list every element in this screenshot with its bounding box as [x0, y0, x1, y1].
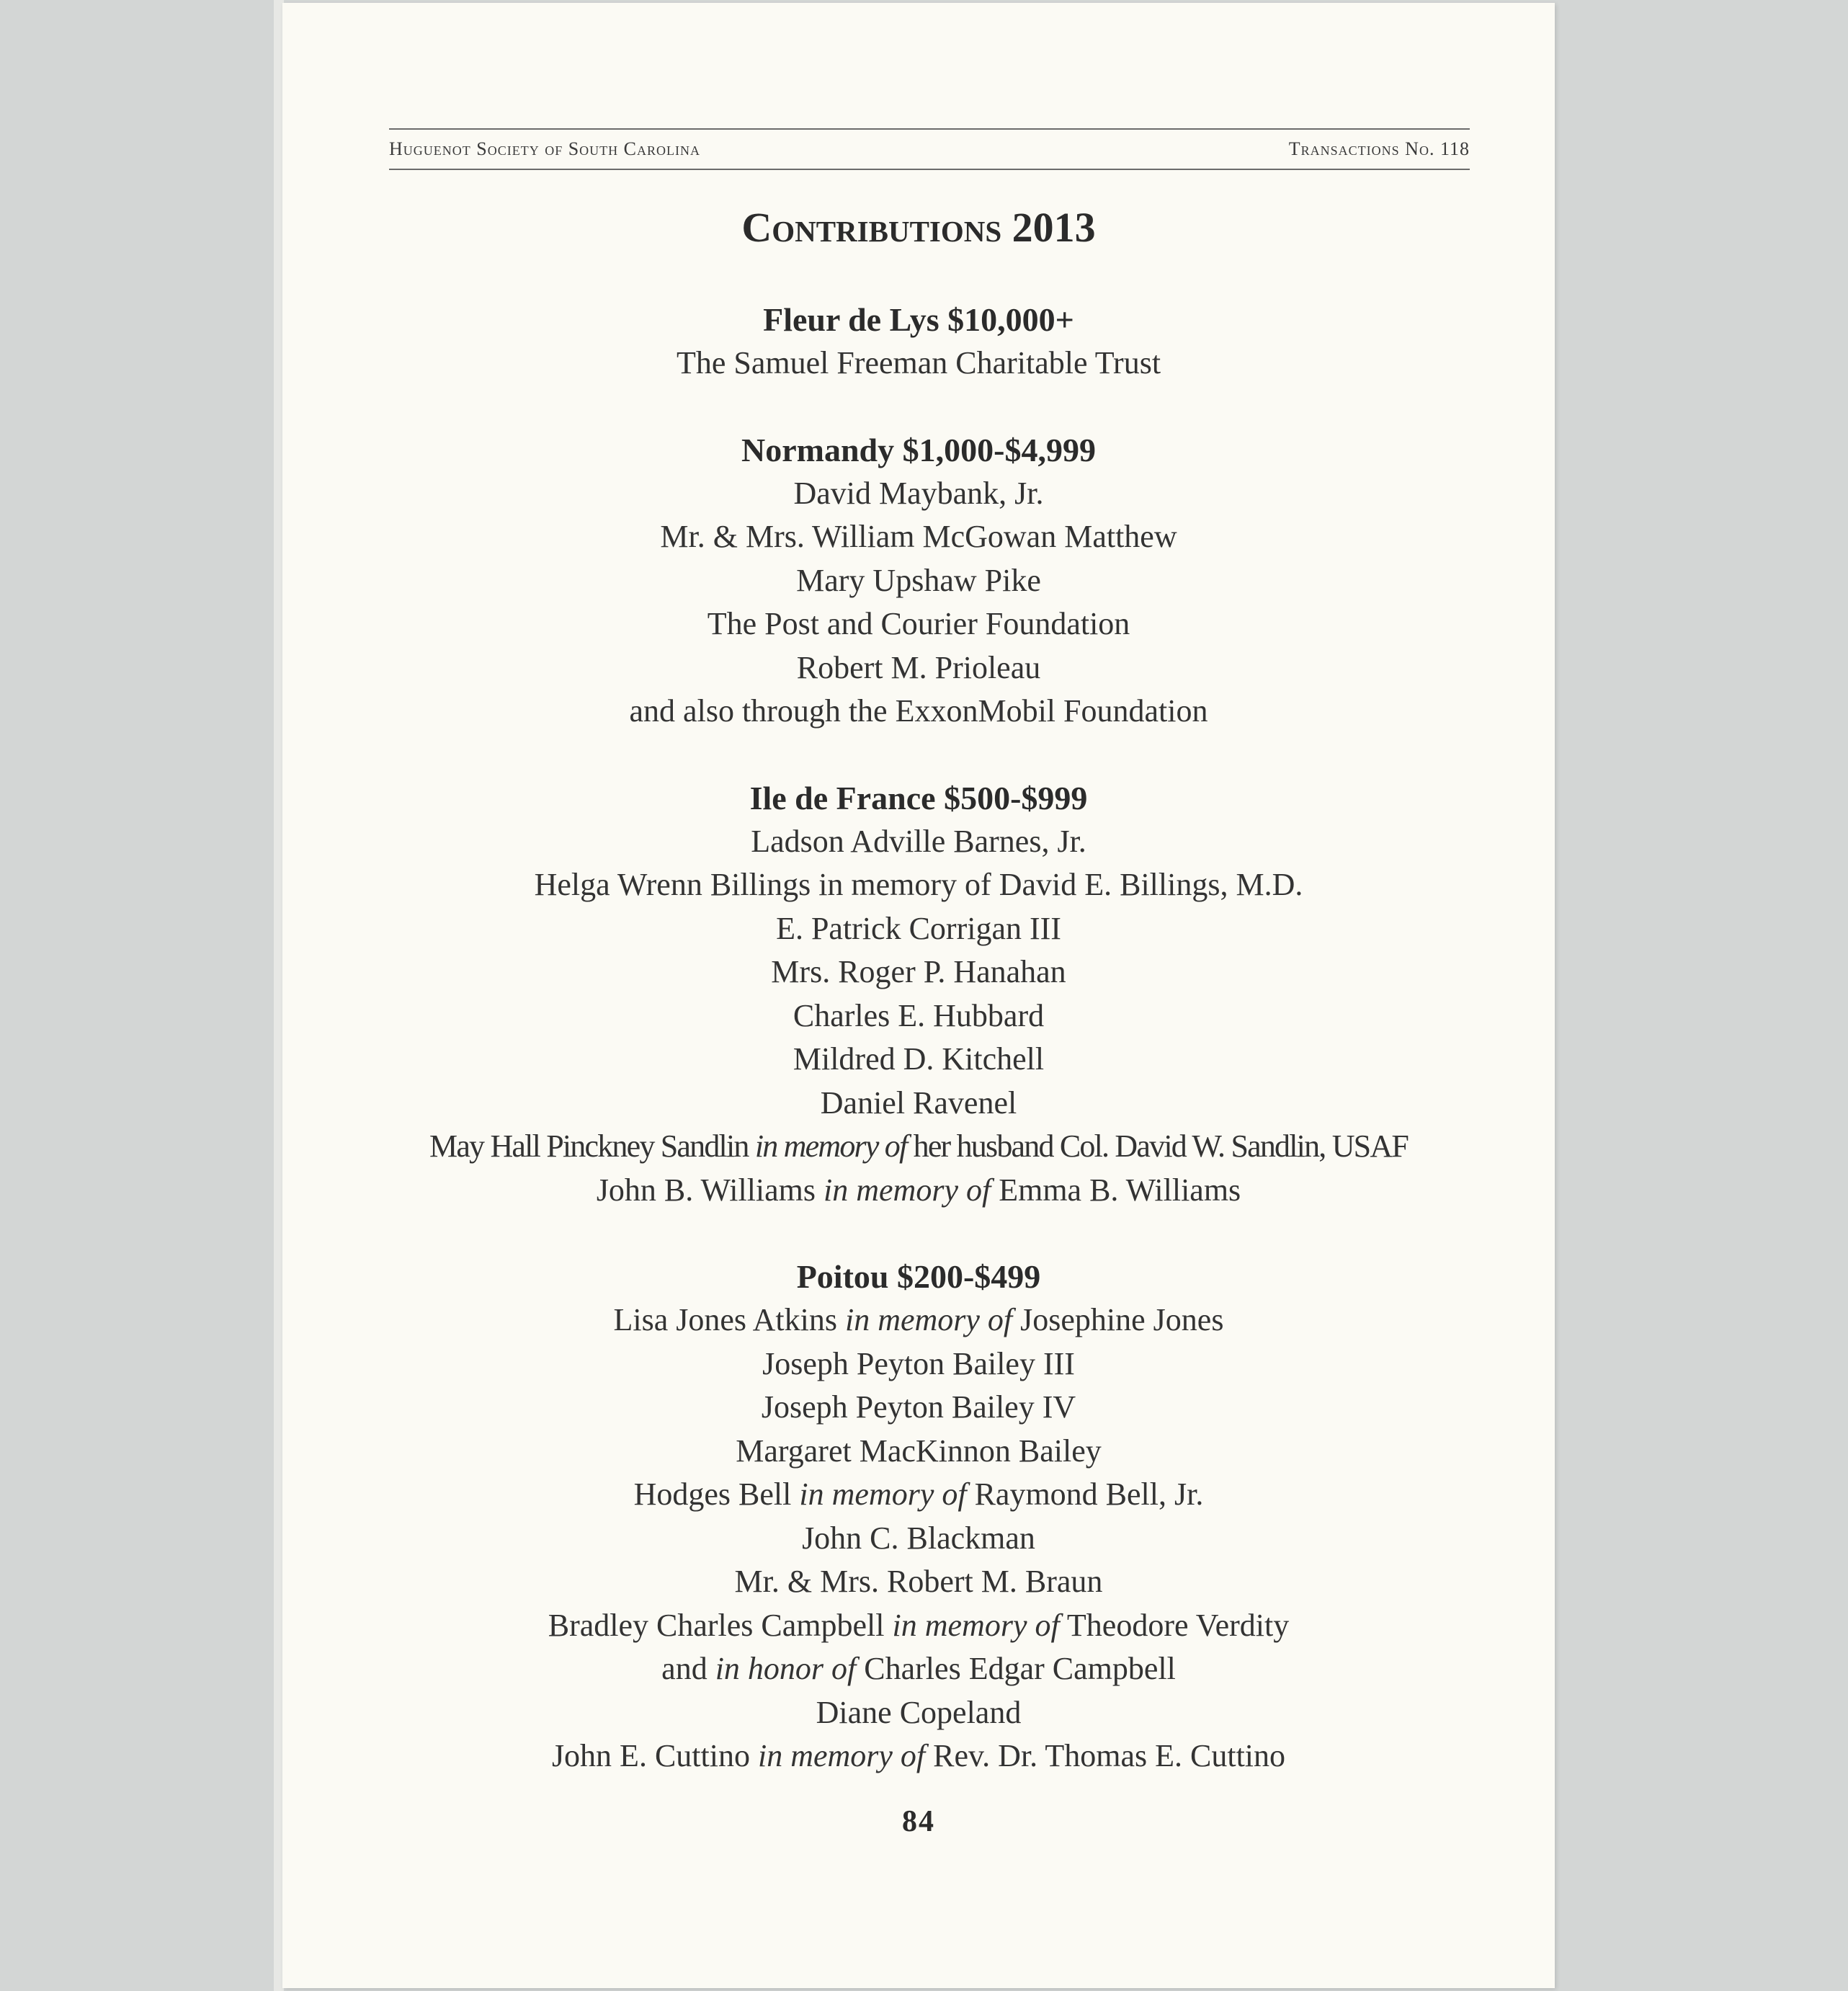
contributor-entry [282, 1473, 1555, 1517]
contributor-name: Lisa Jones Atkins [613, 1302, 837, 1337]
contributor-name: John C. Blackman [802, 1520, 1035, 1556]
dedication-honoree: Charles Edgar Campbell [864, 1651, 1176, 1686]
contributor-entry [282, 1038, 1555, 1082]
dedication-phrase: in memory of [844, 1302, 1013, 1337]
header-bottom-rule [389, 169, 1470, 170]
contributor-name: Joseph Peyton Bailey III [762, 1345, 1075, 1381]
contributor-name: and also through the ExxonMobil Foundation [629, 693, 1208, 729]
contribution-level-heading: Poitou $200-$499 [796, 1258, 1041, 1295]
contributor-name: Ladson Adville Barnes, Jr. [751, 823, 1086, 859]
contributor-entry [282, 515, 1555, 559]
contributor-entry [282, 1517, 1555, 1561]
contribution-level-section [282, 298, 1555, 386]
contributor-name: May Hall Pinckney Sandlin [429, 1128, 749, 1164]
contributor-entry [282, 1169, 1555, 1213]
dedication-phrase: in memory of [799, 1476, 967, 1512]
page-number: 84 [902, 1805, 935, 1838]
contributor-entry [282, 342, 1555, 386]
contributor-entry [282, 1604, 1555, 1648]
contributor-name: Diane Copeland [816, 1694, 1022, 1730]
header-transactions-number: Transactions No. 118 [1288, 138, 1470, 159]
dedication-phrase: in honor of [715, 1651, 857, 1686]
contributor-name: E. Patrick Corrigan III [776, 910, 1061, 946]
dedication-phrase: in memory of [754, 1128, 907, 1164]
contributor-name: Mildred D. Kitchell [793, 1041, 1045, 1077]
contributor-entry [282, 1691, 1555, 1735]
contributor-entry [282, 559, 1555, 603]
contributor-entry [282, 820, 1555, 864]
contributor-name: David Maybank, Jr. [793, 475, 1044, 511]
contributor-name: John E. Cuttino [551, 1738, 750, 1773]
contributor-entry [282, 907, 1555, 951]
contributions-list [282, 298, 1555, 1778]
contribution-level-heading: Fleur de Lys $10,000+ [763, 301, 1074, 338]
dedication-honoree: Theodore Verdity [1066, 1607, 1290, 1643]
page-title: Contributions 2013 [741, 204, 1096, 251]
contributor-name: Mr. & Mrs. William McGowan Matthew [660, 519, 1177, 554]
contributor-name: and [661, 1651, 707, 1686]
document-page [282, 3, 1555, 1988]
contribution-level-section [282, 1255, 1555, 1778]
contributor-name: Charles E. Hubbard [793, 997, 1045, 1033]
contributor-entry [282, 994, 1555, 1038]
contributor-name: Joseph Peyton Bailey IV [761, 1389, 1076, 1425]
contribution-level-section [282, 429, 1555, 734]
contributor-entry [282, 863, 1555, 907]
header-society-name: Huguenot Society of South Carolina [389, 138, 701, 159]
contributor-entry [282, 1560, 1555, 1604]
contributor-name: Mr. & Mrs. Robert M. Braun [734, 1564, 1103, 1599]
dedication-phrase: in memory of [757, 1738, 926, 1773]
dedication-honoree: Emma B. Williams [999, 1172, 1241, 1208]
contributor-entry [282, 1125, 1555, 1169]
contributor-entry [282, 1734, 1555, 1778]
contributor-entry [282, 646, 1555, 690]
contributor-entry [282, 950, 1555, 994]
dedication-honoree: Josephine Jones [1020, 1302, 1224, 1337]
contributor-entry [282, 1647, 1555, 1691]
contributor-entry [282, 602, 1555, 646]
dedication-phrase: in memory of [892, 1607, 1060, 1643]
contributor-entry [282, 690, 1555, 734]
contributor-entry [282, 472, 1555, 516]
contribution-level-heading: Normandy $1,000-$4,999 [741, 431, 1096, 468]
dedication-honoree: her husband Col. David W. Sandlin, USAF [913, 1128, 1408, 1164]
dedication-phrase: in memory of [823, 1172, 991, 1208]
contributor-name: Mrs. Roger P. Hanahan [771, 954, 1066, 989]
dedication-honoree: Rev. Dr. Thomas E. Cuttino [933, 1738, 1286, 1773]
running-header [389, 138, 1470, 160]
contributor-name: The Post and Courier Foundation [707, 606, 1130, 641]
header-top-rule [389, 128, 1470, 130]
contributor-name: Helga Wrenn Billings in memory of David E. Billings, M.D. [534, 867, 1303, 902]
contributor-entry [282, 1082, 1555, 1126]
contributor-name: John B. Williams [596, 1172, 816, 1208]
contributor-name: Margaret MacKinnon Bailey [736, 1433, 1102, 1469]
contributor-name: Bradley Charles Campbell [548, 1607, 885, 1643]
contributor-entry [282, 1342, 1555, 1386]
contributor-name: Mary Upshaw Pike [796, 562, 1041, 598]
contribution-level-section [282, 777, 1555, 1213]
contribution-level-heading: Ile de France $500-$999 [749, 779, 1088, 816]
contributor-entry [282, 1386, 1555, 1430]
contributor-name: Hodges Bell [633, 1476, 792, 1512]
contributor-entry [282, 1299, 1555, 1342]
dedication-honoree: Raymond Bell, Jr. [974, 1476, 1204, 1512]
contributor-name: The Samuel Freeman Charitable Trust [676, 345, 1161, 380]
contributor-name: Daniel Ravenel [820, 1084, 1017, 1121]
contributor-name: Robert M. Prioleau [796, 649, 1041, 685]
contributor-entry [282, 1430, 1555, 1474]
